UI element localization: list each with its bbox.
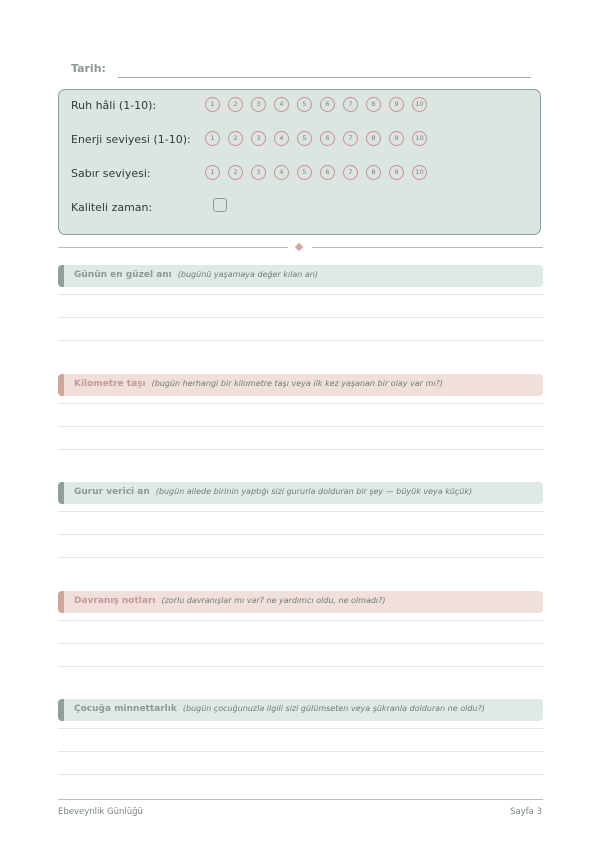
rating-circle[interactable]: 4 bbox=[274, 165, 289, 180]
section-header bbox=[58, 699, 543, 721]
footer-title: Ebeveynlik Günlüğü bbox=[58, 807, 143, 817]
rating-circle[interactable]: 7 bbox=[343, 97, 358, 112]
rating-circle[interactable]: 3 bbox=[251, 97, 266, 112]
section-accent-bar bbox=[58, 699, 64, 721]
section-accent-bar bbox=[58, 591, 64, 613]
section-header bbox=[58, 482, 543, 504]
patience-rating-row bbox=[71, 164, 531, 184]
section-title-text: Günün en güzel anı bbox=[74, 270, 172, 280]
rating-circle[interactable]: 1 bbox=[205, 165, 220, 180]
page-number: Sayfa 3 bbox=[510, 807, 542, 817]
section-header bbox=[58, 591, 543, 613]
rating-circle[interactable]: 2 bbox=[228, 131, 243, 146]
rating-circle[interactable]: 8 bbox=[366, 97, 381, 112]
date-label: Tarih: bbox=[71, 62, 106, 75]
energy-label: Enerji seviyesi (1-10): bbox=[71, 133, 191, 146]
section-title bbox=[74, 270, 318, 280]
section-header bbox=[58, 374, 543, 396]
section-subtitle: (bugün ailede birinin yaptığı sizi gururla dolduran bir şey — büyük veya küçük) bbox=[155, 487, 473, 496]
rating-circle[interactable]: 9 bbox=[389, 97, 404, 112]
rating-circle[interactable]: 5 bbox=[297, 97, 312, 112]
mood-label: Ruh hâli (1-10): bbox=[71, 99, 157, 112]
section-subtitle: (bugün çocuğunuzla ilgili sizi gülümseten veya şükranla dolduran ne oldu?) bbox=[182, 704, 485, 713]
rating-circle[interactable]: 3 bbox=[251, 131, 266, 146]
rating-circle[interactable]: 10 bbox=[412, 131, 427, 146]
rating-circle[interactable]: 1 bbox=[205, 97, 220, 112]
writing-line[interactable] bbox=[58, 728, 543, 729]
section-subtitle: (zorlu davranışlar mı var? ne yardımcı oldu, ne olmadı?) bbox=[161, 596, 386, 605]
section-title-text: Çocuğa minnettarlık bbox=[74, 704, 177, 714]
rating-circle[interactable]: 2 bbox=[228, 165, 243, 180]
writing-line[interactable] bbox=[58, 557, 543, 558]
rating-circle[interactable]: 6 bbox=[320, 131, 335, 146]
patience-label: Sabır seviyesi: bbox=[71, 167, 151, 180]
rating-circle[interactable]: 7 bbox=[343, 131, 358, 146]
rating-box bbox=[58, 89, 541, 235]
section-title bbox=[74, 596, 386, 606]
section-title-text: Kilometre taşı bbox=[74, 379, 146, 389]
section-title bbox=[74, 487, 472, 497]
divider-line-right bbox=[312, 247, 543, 248]
section-header bbox=[58, 265, 543, 287]
section-subtitle: (bugün herhangi bir kilometre taşı veya ilk kez yaşanan bir olay var mı?) bbox=[151, 379, 443, 388]
rating-circle[interactable]: 9 bbox=[389, 165, 404, 180]
rating-circle[interactable]: 7 bbox=[343, 165, 358, 180]
writing-line[interactable] bbox=[58, 294, 543, 295]
rating-circle[interactable]: 4 bbox=[274, 131, 289, 146]
writing-line[interactable] bbox=[58, 774, 543, 775]
writing-line[interactable] bbox=[58, 620, 543, 621]
section-accent-bar bbox=[58, 265, 64, 287]
section-accent-bar bbox=[58, 374, 64, 396]
footer-divider bbox=[58, 799, 543, 800]
rating-circle[interactable]: 8 bbox=[366, 165, 381, 180]
rating-circle[interactable]: 5 bbox=[297, 131, 312, 146]
writing-line[interactable] bbox=[58, 751, 543, 752]
quality-time-row bbox=[71, 198, 531, 218]
mood-rating-row bbox=[71, 96, 531, 116]
date-input-line[interactable] bbox=[118, 77, 531, 78]
writing-line[interactable] bbox=[58, 511, 543, 512]
quality-time-label: Kaliteli zaman: bbox=[71, 201, 153, 214]
rating-circle[interactable]: 3 bbox=[251, 165, 266, 180]
writing-line[interactable] bbox=[58, 666, 543, 667]
rating-circle[interactable]: 8 bbox=[366, 131, 381, 146]
writing-line[interactable] bbox=[58, 643, 543, 644]
quality-time-checkbox[interactable] bbox=[213, 198, 227, 212]
section-accent-bar bbox=[58, 482, 64, 504]
rating-circle[interactable]: 6 bbox=[320, 165, 335, 180]
rating-circle[interactable]: 2 bbox=[228, 97, 243, 112]
writing-line[interactable] bbox=[58, 340, 543, 341]
writing-line[interactable] bbox=[58, 317, 543, 318]
rating-circle[interactable]: 10 bbox=[412, 97, 427, 112]
rating-circle[interactable]: 9 bbox=[389, 131, 404, 146]
divider-line-left bbox=[58, 247, 288, 248]
rating-circle[interactable]: 4 bbox=[274, 97, 289, 112]
writing-line[interactable] bbox=[58, 534, 543, 535]
section-title-text: Gurur verici an bbox=[74, 487, 150, 497]
section-title bbox=[74, 704, 485, 714]
rating-circle[interactable]: 6 bbox=[320, 97, 335, 112]
section-subtitle: (bugünü yaşamaya değer kılan an) bbox=[177, 270, 318, 279]
rating-circle[interactable]: 5 bbox=[297, 165, 312, 180]
writing-line[interactable] bbox=[58, 449, 543, 450]
writing-line[interactable] bbox=[58, 426, 543, 427]
writing-line[interactable] bbox=[58, 403, 543, 404]
date-row bbox=[71, 62, 531, 82]
section-title bbox=[74, 379, 443, 389]
rating-circle[interactable]: 1 bbox=[205, 131, 220, 146]
rating-circle[interactable]: 10 bbox=[412, 165, 427, 180]
diamond-icon bbox=[295, 243, 303, 251]
energy-rating-row bbox=[71, 130, 531, 150]
section-divider bbox=[58, 242, 543, 252]
section-title-text: Davranış notları bbox=[74, 596, 156, 606]
